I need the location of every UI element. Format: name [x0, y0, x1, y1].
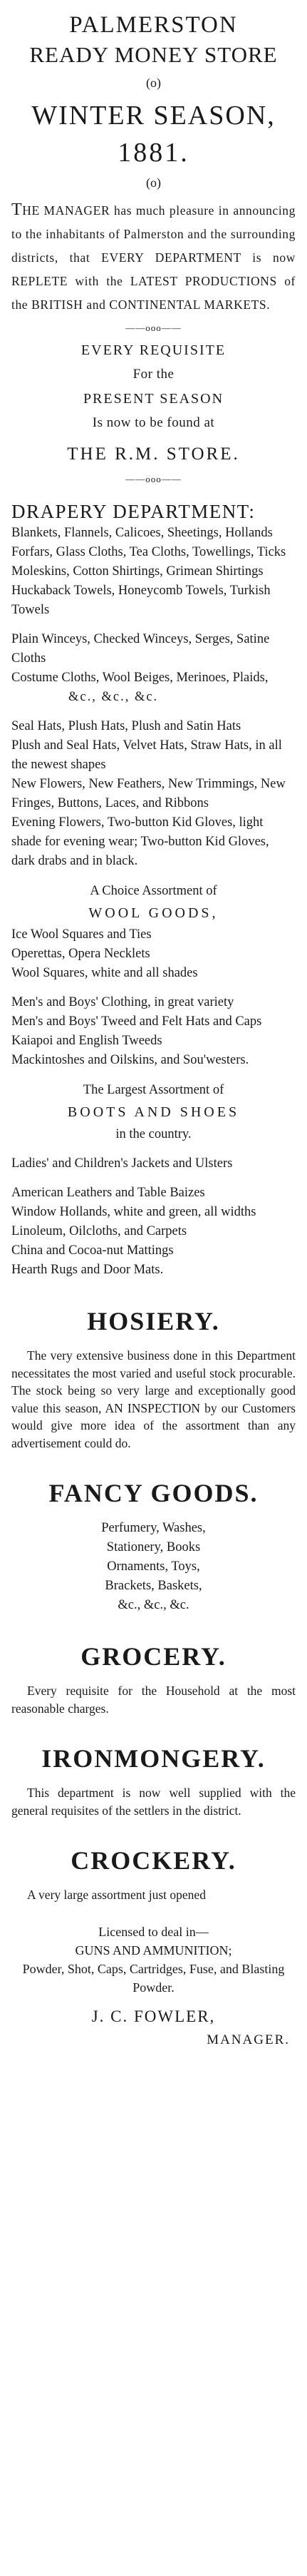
list-item: Stationery, Books	[106, 1540, 201, 1554]
store-name: THE R.M. STORE.	[67, 444, 240, 464]
wool-intro: A Choice Assortment of	[90, 884, 217, 898]
drapery-list-1	[11, 524, 296, 620]
season-year: 1881.	[118, 138, 189, 168]
list-item: Kaiapoi and English Tweeds	[11, 1034, 162, 1048]
drapery-list-3	[11, 717, 296, 871]
masthead-town: PALMERSTON	[69, 12, 238, 38]
boots-intro: The Largest Assortment of	[83, 1083, 224, 1097]
list-item: Hearth Rugs and Door Mats.	[11, 1263, 164, 1277]
list-item: Operettas, Opera Necklets	[11, 947, 150, 961]
drapery-title: DRAPERY DEPARTMENT:	[11, 501, 256, 522]
boots-heading: BOOTS AND SHOES	[67, 1104, 240, 1120]
list-item: Mackintoshes and Oilskins, and Sou'westers.	[11, 1053, 249, 1067]
list-item: Costume Cloths, Wool Beiges, Merinoes, Plaids,	[11, 671, 269, 685]
manager-title: MANAGER.	[207, 2032, 290, 2047]
list-item: Wool Squares, white and all shades	[11, 966, 198, 980]
fancy-goods-title: FANCY GOODS.	[48, 1479, 259, 1507]
section-rule: ——ooo——	[125, 322, 182, 333]
intro-text: HE MANAGER has much pleasure in announcing to the inhabitants of Palmerston and the surrounding districts, that EVERY DEPARTMENT is now REPLETE with the LATEST PRODUCTIONS of the BRITISH and CONTINENTAL MARKETS.	[11, 203, 296, 312]
list-item: Men's and Boys' Tweed and Felt Hats and Caps	[11, 1014, 262, 1029]
crockery-title: CROCKERY.	[71, 1846, 236, 1875]
requisite-for: For the	[132, 367, 175, 382]
license-line: Licensed to deal in—	[98, 1924, 209, 1939]
list-item: Moleskins, Cotton Shirtings, Grimean Shirtings	[11, 564, 264, 579]
list-item: American Leathers and Table Baizes	[11, 1186, 205, 1200]
ironmongery-text: This department is now well supplied with the general requisites of the settlers in the district.	[11, 1786, 296, 1818]
list-item: China and Cocoa-nut Mattings	[11, 1243, 174, 1258]
guns-line: GUNS AND AMMUNITION;	[75, 1943, 232, 1958]
hosiery-text: The very extensive business done in this Department necessitates the most varied and useful stock procurable. The stock being so very large and exceptionally good value this season, AN INSPECTION by our Customers would give more idea of the assortment than any advertisement could do.	[11, 1348, 296, 1450]
list-item: New Flowers, New Feathers, New Trimmings, New Fringes, Buttons, Laces, and Ribbons	[11, 777, 286, 810]
intro-paragraph	[11, 198, 296, 317]
jackets-list	[11, 1154, 296, 1174]
list-item: Brackets, Baskets,	[105, 1579, 202, 1593]
list-item: Ladies' and Children's Jackets and Ulsters	[11, 1156, 233, 1171]
list-item: Linoleum, Oilcloths, and Carpets	[11, 1224, 187, 1238]
grocery-title: GROCERY.	[80, 1642, 227, 1671]
drapery-list-2	[11, 630, 296, 688]
section-rule: ——ooo——	[125, 474, 182, 484]
furnishing-list	[11, 1183, 296, 1280]
list-item: Seal Hats, Plush Hats, Plush and Satin Hats	[11, 719, 241, 733]
powder-line: Powder, Shot, Caps, Cartridges, Fuse, and Blasting Powder.	[22, 1961, 285, 1995]
list-item: Huckaback Towels, Honeycomb Towels, Turkish Towels	[11, 584, 271, 617]
grocery-text: Every requisite for the Household at the most reasonable charges.	[11, 1684, 296, 1716]
list-item: Perfumery, Washes,	[101, 1521, 206, 1535]
list-item: Forfars, Glass Cloths, Tea Cloths, Towellings, Ticks	[11, 545, 286, 559]
clothing-list	[11, 993, 296, 1070]
wool-list	[11, 925, 296, 983]
list-item: Ice Wool Squares and Ties	[11, 927, 152, 942]
drop-cap: T	[11, 200, 23, 219]
list-item: Plain Winceys, Checked Winceys, Serges, Satine Cloths	[11, 632, 270, 666]
etc-line: &c., &c., &c.	[68, 690, 159, 704]
requisite-found: Is now to be found at	[92, 415, 215, 430]
ornament-divider: (o)	[146, 175, 161, 190]
signature: J. C. FOWLER,	[91, 2007, 216, 2025]
ironmongery-title: IRONMONGERY.	[41, 1744, 266, 1773]
fancy-goods-list	[11, 1519, 296, 1615]
list-item: Blankets, Flannels, Calicoes, Sheetings, Hollands	[11, 526, 273, 540]
wool-heading: WOOL GOODS,	[88, 905, 219, 921]
hosiery-title: HOSIERY.	[87, 1307, 220, 1335]
crockery-text: A very large assortment just opened	[27, 1888, 206, 1902]
requisite-season: PRESENT SEASON	[83, 391, 224, 407]
list-item: &c., &c., &c.	[118, 1598, 189, 1612]
season-heading: WINTER SEASON,	[31, 101, 276, 131]
list-item: Evening Flowers, Two-button Kid Gloves, light shade for evening wear; Two-button Kid Gloves, dark drabs and in black.	[11, 815, 269, 868]
requisite-heading: EVERY REQUISITE	[80, 342, 227, 358]
list-item: Window Hollands, white and green, all widths	[11, 1205, 256, 1219]
list-item: Men's and Boys' Clothing, in great variety	[11, 995, 234, 1009]
list-item: Ornaments, Toys,	[107, 1559, 200, 1574]
ornament-divider: (o)	[146, 76, 161, 90]
list-item: Plush and Seal Hats, Velvet Hats, Straw Hats, in all the newest shapes	[11, 738, 282, 772]
boots-country: in the country.	[115, 1127, 192, 1141]
masthead-store: READY MONEY STORE	[29, 42, 278, 67]
